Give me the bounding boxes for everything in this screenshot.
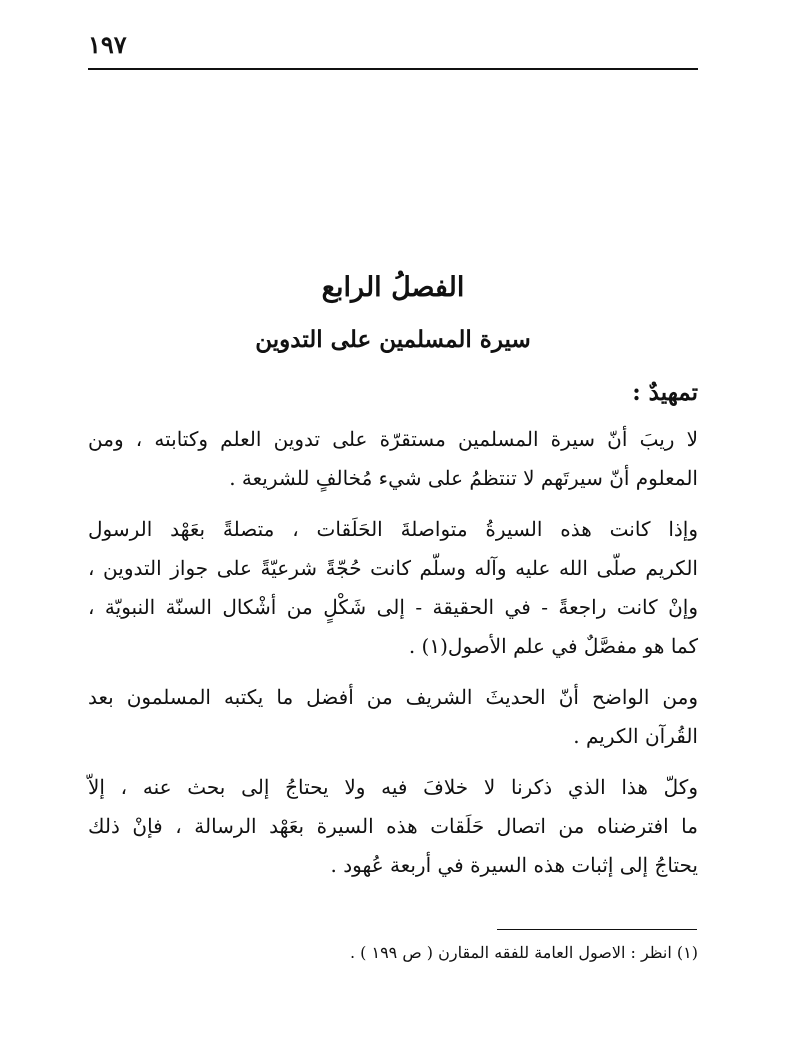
paragraph-3 [88, 678, 698, 756]
footnote-rule [497, 929, 697, 930]
footnote: (١) انظر : الاصول العامة للفقه المقارن ( ص ١٩٩ ) . [349, 943, 698, 962]
paragraph-line: كما هو مفصَّلٌ في علم الأصول(١) . [408, 634, 698, 658]
chapter-title: الفصلُ الرابع [321, 272, 465, 303]
paragraph-line: ما افترضناه من اتصال حَلَقات هذه السيرة بعَهْد الرسالة ، فإنْ ذلك [88, 814, 698, 838]
paragraph-line: وإنْ كانت راجعةً - في الحقيقة - إلى شَكْلٍ من أشْكال السنّة النبويّة ، [88, 595, 698, 619]
header-rule [88, 68, 698, 70]
paragraph-line: المعلوم أنّ سيرتَهم لا تنتظمُ على شيء مُخالفٍ للشريعة . [229, 466, 698, 490]
paragraph-4 [88, 768, 698, 885]
paragraph-line: لا ريبَ أنّ سيرة المسلمين مستقرّة على تدوين العلم وكتابته ، ومن [88, 427, 698, 451]
intro-heading: تمهيدٌ : [632, 379, 698, 406]
paragraph-line: وإذا كانت هذه السيرةُ متواصلةَ الحَلَقات ، متصلةً بعَهْد الرسول [88, 517, 698, 541]
paragraph-1 [88, 420, 698, 498]
page-number: ١٩٧ [88, 30, 127, 59]
paragraph-line: القُرآن الكريم . [573, 724, 698, 748]
main-content [88, 262, 698, 897]
paragraph-line: يحتاجُ إلى إثبات هذه السيرة في أربعة عُهود . [330, 853, 698, 877]
chapter-subtitle: سيرة المسلمين على التدوين [255, 326, 531, 353]
paragraph-line: وكلّ هذا الذي ذكرنا لا خلافَ فيه ولا يحتاجُ إلى بحث عنه ، إلاّ [88, 775, 698, 799]
paragraph-line: ومن الواضح أنّ الحديثَ الشريف من أفضل ما يكتبه المسلمون بعد [88, 685, 698, 709]
paragraph-2 [88, 510, 698, 666]
paragraph-line: الكريم صلّى الله عليه وآله وسلّم كانت حُجّةً شرعيّةً على جواز التدوين ، [88, 556, 698, 580]
